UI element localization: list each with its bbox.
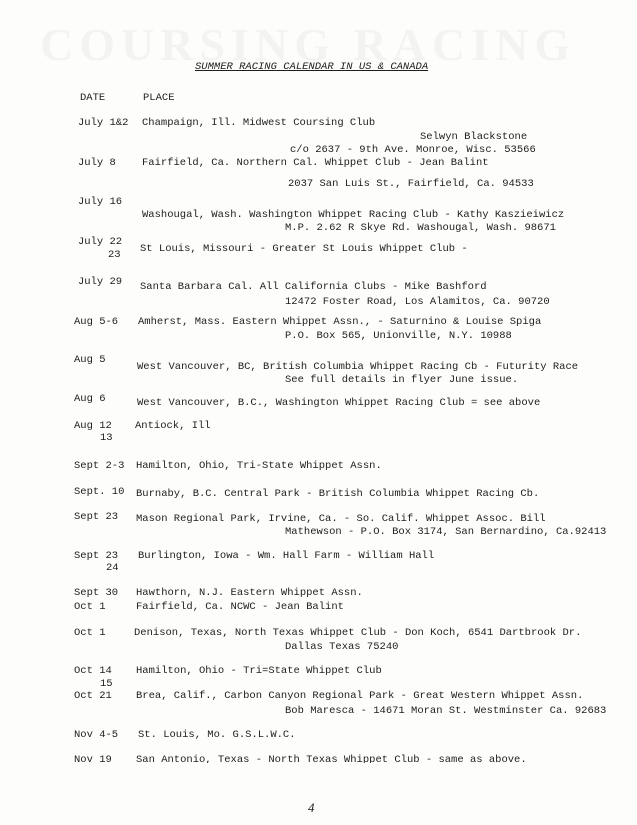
entry-place: Burlington, Iowa - Wm. Hall Farm - William Hall <box>138 550 435 562</box>
entry-address: Mathewson - P.O. Box 3174, San Bernardino, Ca.92413 <box>285 526 607 538</box>
entry-address: 2037 San Luis St., Fairfield, Ca. 94533 <box>288 178 534 190</box>
entry-date-second-line: 15 <box>100 678 113 690</box>
entry-address: Dallas Texas 75240 <box>285 641 399 653</box>
entry-place: Brea, Calif., Carbon Canyon Regional Park - Great Western Whippet Assn. <box>136 690 584 702</box>
entry-place: West Vancouver, B.C., Washington Whippet Racing Club = see above <box>137 397 541 409</box>
entry-date: July 16 <box>78 196 123 208</box>
entry-date: Sept 23 <box>74 550 119 562</box>
entry-place: Denison, Texas, North Texas Whippet Club - Don Koch, 6541 Dartbrook Dr. <box>134 627 582 639</box>
entry-date: Nov 19 <box>74 754 112 763</box>
entry-address: See full details in flyer June issue. <box>285 374 519 386</box>
entry-place: San Antonio, Texas - North Texas Whippet Club - same as above. <box>136 754 527 763</box>
entry-date: Aug 5 <box>74 354 106 366</box>
entry-place: Burnaby, B.C. Central Park - British Columbia Whippet Racing Cb. <box>136 488 540 500</box>
entry-address: Bob Maresca - 14671 Moran St. Westminster Ca. 92683 <box>285 705 607 717</box>
entry-date: Oct 1 <box>74 601 106 613</box>
entry-place: Hawthorn, N.J. Eastern Whippet Assn. <box>136 587 363 599</box>
entry-place: Mason Regional Park, Irvine, Ca. - So. Calif. Whippet Assoc. Bill <box>136 513 546 525</box>
entry-date: Aug 12 <box>74 420 112 432</box>
entry-date: Nov 4-5 <box>74 729 119 741</box>
entry-place: Fairfield, Ca. Northern Cal. Whippet Club - Jean Balint <box>142 157 489 169</box>
entry-place: Amherst, Mass. Eastern Whippet Assn., - Saturnino & Louise Spiga <box>138 316 542 328</box>
entry-place: St Louis, Missouri - Greater St Louis Whippet Club - <box>140 243 468 255</box>
page-title: SUMMER RACING CALENDAR IN US & CANADA <box>195 61 429 73</box>
calendar-entry <box>0 754 637 763</box>
entry-place: Fairfield, Ca. NCWC - Jean Balint <box>136 601 344 613</box>
entry-date: Sept 2-3 <box>74 460 125 472</box>
entry-place: Champaign, Ill. Midwest Coursing Club <box>142 117 376 129</box>
entry-place: Washougal, Wash. Washington Whippet Racing Club - Kathy Kaszieiwicz <box>142 209 565 221</box>
entry-address: P.O. Box 565, Unionville, N.Y. 10988 <box>285 330 512 342</box>
entry-place: St. Louis, Mo. G.S.L.W.C. <box>138 729 296 741</box>
entry-date: Aug 6 <box>74 393 106 405</box>
entry-place: Antiock, Ill <box>135 420 211 432</box>
entry-place: Hamilton, Ohio - Tri=State Whippet Club <box>136 665 382 677</box>
page-number: 4 <box>308 800 315 815</box>
entry-date-second-line: 13 <box>100 432 113 444</box>
entry-date: Sept 23 <box>74 511 119 523</box>
entry-date: Oct 1 <box>74 627 106 639</box>
entry-address: 12472 Foster Road, Los Alamitos, Ca. 90720 <box>285 296 550 308</box>
place-column-header: PLACE <box>143 92 175 104</box>
entry-date: July 1&2 <box>78 117 129 129</box>
entry-date-second-line: 23 <box>108 249 121 261</box>
entry-date: Sept 30 <box>74 587 119 599</box>
entry-contact: Selwyn Blackstone <box>420 131 528 143</box>
entry-place: West Vancouver, BC, British Columbia Whippet Racing Cb - Futurity Race <box>137 361 579 373</box>
entry-address: M.P. 2.62 R Skye Rd. Washougal, Wash. 98671 <box>285 222 556 234</box>
entry-place: Hamilton, Ohio, Tri-State Whippet Assn. <box>136 460 382 472</box>
entry-date: Oct 21 <box>74 690 112 702</box>
entry-address: c/o 2637 - 9th Ave. Monroe, Wisc. 53566 <box>290 144 536 156</box>
entry-date: July 29 <box>78 276 123 288</box>
entry-date-second-line: 24 <box>106 562 119 574</box>
entry-date: Sept. 10 <box>74 486 125 498</box>
date-column-header: DATE <box>80 92 106 104</box>
entry-place: Santa Barbara Cal. All California Clubs - Mike Bashford <box>140 281 487 293</box>
entry-date: July 8 <box>78 157 116 169</box>
entry-date: July 22 <box>78 236 123 248</box>
entry-date: Oct 14 <box>74 665 112 677</box>
entry-date: Aug 5-6 <box>74 316 119 328</box>
